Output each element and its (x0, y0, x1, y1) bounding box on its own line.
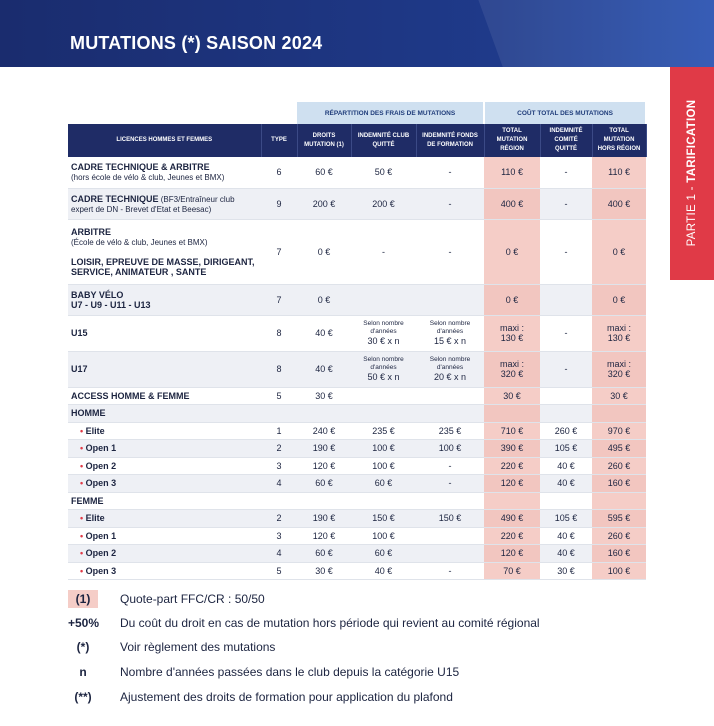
cell-formation: Selon nombre d'années 15 € x n (416, 315, 484, 351)
cell-droits: 120 € (297, 527, 351, 545)
cell-formation: - (416, 188, 484, 219)
cell-hors: maxi : 320 € (592, 351, 646, 387)
row-label: CADRE TECHNIQUE & ARBITRE (hors école de vélo & club, Jeunes et BMX) (68, 157, 261, 188)
cell-type: 7 (261, 284, 297, 315)
row-label: • Elite (68, 422, 261, 440)
cell-hors: 100 € (592, 562, 646, 580)
table-row (68, 510, 646, 528)
cell-hors: maxi : 130 € (592, 315, 646, 351)
cell-droits: 0 € (297, 284, 351, 315)
cell-comite: - (540, 157, 592, 188)
cell-droits: 190 € (297, 440, 351, 458)
cell-comite: 40 € (540, 545, 592, 563)
cell-club: 150 € (351, 510, 416, 528)
cell-droits: 200 € (297, 188, 351, 219)
cell-club: 50 € (351, 157, 416, 188)
cell-club: 235 € (351, 422, 416, 440)
cell-comite: - (540, 188, 592, 219)
cell-region: 220 € (484, 527, 540, 545)
cell-droits: 0 € (297, 219, 351, 284)
cell-hors: 160 € (592, 475, 646, 493)
table-row (68, 545, 646, 563)
table-row (68, 387, 646, 405)
cell-comite: - (540, 315, 592, 351)
table-row (68, 422, 646, 440)
cell-region: 400 € (484, 188, 540, 219)
row-label: • Open 2 (68, 457, 261, 475)
cell-hors: 260 € (592, 457, 646, 475)
cell-hors: 0 € (592, 284, 646, 315)
cell-type: 1 (261, 422, 297, 440)
cell-region: 220 € (484, 457, 540, 475)
cell-club (351, 284, 416, 315)
cell-region: 490 € (484, 510, 540, 528)
cell-hors: 30 € (592, 387, 646, 405)
cell-type: 3 (261, 457, 297, 475)
col-region: TOTAL MUTATION RÉGION (484, 124, 540, 157)
cell-type: 2 (261, 510, 297, 528)
cell-club: 100 € (351, 527, 416, 545)
cell-droits: 30 € (297, 562, 351, 580)
cell-hors: 110 € (592, 157, 646, 188)
cell-type: 2 (261, 440, 297, 458)
section-row-homme (68, 405, 646, 423)
cell-comite: - (540, 219, 592, 284)
cell-type: 7 (261, 219, 297, 284)
row-label: ACCESS HOMME & FEMME (68, 387, 261, 405)
col-club: INDEMNITÉ CLUB QUITTÉ (351, 124, 416, 157)
cell-region: 0 € (484, 284, 540, 315)
cell-formation: 235 € (416, 422, 484, 440)
title-banner (0, 0, 714, 67)
col-hors: TOTAL MUTATION HORS RÉGION (592, 124, 646, 157)
cell-club: 100 € (351, 440, 416, 458)
cell-comite: 30 € (540, 562, 592, 580)
cell-droits: 60 € (297, 157, 351, 188)
page-title: MUTATIONS (*) SAISON 2024 (70, 33, 323, 53)
table-row (68, 315, 646, 351)
cell-droits: 30 € (297, 387, 351, 405)
table-row (68, 562, 646, 580)
cell-region: 30 € (484, 387, 540, 405)
cell-region: 70 € (484, 562, 540, 580)
cell-formation: - (416, 157, 484, 188)
cell-region: 390 € (484, 440, 540, 458)
cell-club: - (351, 219, 416, 284)
cell-type: 9 (261, 188, 297, 219)
section-side-label: PARTIE 1 - TARIFICATION (686, 99, 698, 247)
cell-formation: - (416, 475, 484, 493)
cell-type: 6 (261, 157, 297, 188)
cell-droits: 60 € (297, 475, 351, 493)
cell-comite: 105 € (540, 510, 592, 528)
cell-formation (416, 527, 484, 545)
table-row (68, 457, 646, 475)
note-key: +50% (68, 616, 100, 630)
row-label: U17 (68, 351, 261, 387)
cell-region: 120 € (484, 545, 540, 563)
row-label: ARBITRE (École de vélo & club, Jeunes et BMX) LOISIR, EPREUVE DE MASSE, DIRIGEANT, SERVICE, ANIMATEUR , SANTE (68, 219, 261, 284)
cell-droits: 40 € (297, 351, 351, 387)
row-label: • Open 2 (68, 545, 261, 563)
cell-region: 710 € (484, 422, 540, 440)
cell-comite (540, 284, 592, 315)
cell-region: 0 € (484, 219, 540, 284)
cell-comite: 40 € (540, 457, 592, 475)
cell-formation (416, 387, 484, 405)
cell-club (351, 387, 416, 405)
cell-hors: 160 € (592, 545, 646, 563)
cell-region: maxi : 320 € (484, 351, 540, 387)
table-row (68, 475, 646, 493)
cell-formation: 100 € (416, 440, 484, 458)
cell-region: maxi : 130 € (484, 315, 540, 351)
note-text: Quote-part FFC/CR : 50/50 (120, 592, 265, 606)
col-formation: INDEMNITÉ FONDS DE FORMATION (416, 124, 484, 157)
col-comite: INDEMNITÉ COMITÉ QUITTÉ (540, 124, 592, 157)
note-text: Ajustement des droits de formation pour application du plafond (120, 690, 453, 704)
row-label: BABY VÉLO U7 - U9 - U11 - U13 (68, 284, 261, 315)
cell-type: 4 (261, 475, 297, 493)
table-row (68, 188, 646, 219)
note-text: Voir règlement des mutations (120, 640, 276, 654)
row-label: HOMME (68, 405, 261, 423)
cell-formation: Selon nombre d'années 20 € x n (416, 351, 484, 387)
table-row (68, 440, 646, 458)
cell-club: 200 € (351, 188, 416, 219)
cell-club: Selon nombre d'années 30 € x n (351, 315, 416, 351)
cell-type: 8 (261, 351, 297, 387)
cell-comite: 105 € (540, 440, 592, 458)
cell-hors: 495 € (592, 440, 646, 458)
cell-hors: 400 € (592, 188, 646, 219)
cell-type: 3 (261, 527, 297, 545)
section-row-femme (68, 492, 646, 510)
mutations-table (68, 102, 647, 580)
row-label: • Open 1 (68, 527, 261, 545)
cell-type: 5 (261, 387, 297, 405)
row-label: • Elite (68, 510, 261, 528)
cell-club: 40 € (351, 562, 416, 580)
cell-comite (540, 387, 592, 405)
cell-type: 8 (261, 315, 297, 351)
col-licence: LICENCES HOMMES ET FEMMES (68, 124, 261, 157)
table-row (68, 527, 646, 545)
cell-club: 60 € (351, 545, 416, 563)
cell-type: 4 (261, 545, 297, 563)
note-key: (**) (74, 690, 92, 704)
cell-droits: 40 € (297, 315, 351, 351)
cell-hors: 260 € (592, 527, 646, 545)
note-text: Du coût du droit en cas de mutation hors période qui revient au comité régional (120, 616, 540, 630)
row-label: • Open 1 (68, 440, 261, 458)
cell-club: 100 € (351, 457, 416, 475)
table-row (68, 219, 646, 284)
col-type: TYPE (261, 124, 297, 157)
row-label: U15 (68, 315, 261, 351)
cell-region: 120 € (484, 475, 540, 493)
cell-droits: 240 € (297, 422, 351, 440)
cell-droits: 60 € (297, 545, 351, 563)
cell-comite: - (540, 351, 592, 387)
cell-type: 5 (261, 562, 297, 580)
cell-formation: 150 € (416, 510, 484, 528)
table-header-row (68, 124, 646, 157)
cell-hors: 0 € (592, 219, 646, 284)
cell-club: Selon nombre d'années 50 € x n (351, 351, 416, 387)
group-header-frais: RÉPARTITION DES FRAIS DE MUTATIONS (297, 102, 484, 124)
cell-droits: 120 € (297, 457, 351, 475)
cell-comite: 40 € (540, 527, 592, 545)
row-label: CADRE TECHNIQUE (BF3/Entraîneur club expert de DN - Brevet d'Etat et Beesac) (68, 188, 261, 219)
cell-formation (416, 545, 484, 563)
row-label: FEMME (68, 492, 261, 510)
row-label: • Open 3 (68, 475, 261, 493)
col-droits: DROITS MUTATION (1) (297, 124, 351, 157)
cell-formation: - (416, 562, 484, 580)
note-key: n (79, 665, 87, 679)
note-key: (1) (68, 590, 98, 608)
cell-droits: 190 € (297, 510, 351, 528)
note-key: (*) (76, 640, 90, 654)
table-row (68, 157, 646, 188)
row-label: • Open 3 (68, 562, 261, 580)
table-row (68, 351, 646, 387)
cell-hors: 970 € (592, 422, 646, 440)
cell-hors: 595 € (592, 510, 646, 528)
cell-formation: - (416, 219, 484, 284)
cell-formation: - (416, 457, 484, 475)
note-text: Nombre d'années passées dans le club depuis la catégorie U15 (120, 665, 460, 679)
cell-formation (416, 284, 484, 315)
cell-comite: 40 € (540, 475, 592, 493)
cell-region: 110 € (484, 157, 540, 188)
cell-club: 60 € (351, 475, 416, 493)
group-header-cout: COÛT TOTAL DES MUTATIONS (484, 102, 646, 124)
table-row (68, 284, 646, 315)
cell-comite: 260 € (540, 422, 592, 440)
